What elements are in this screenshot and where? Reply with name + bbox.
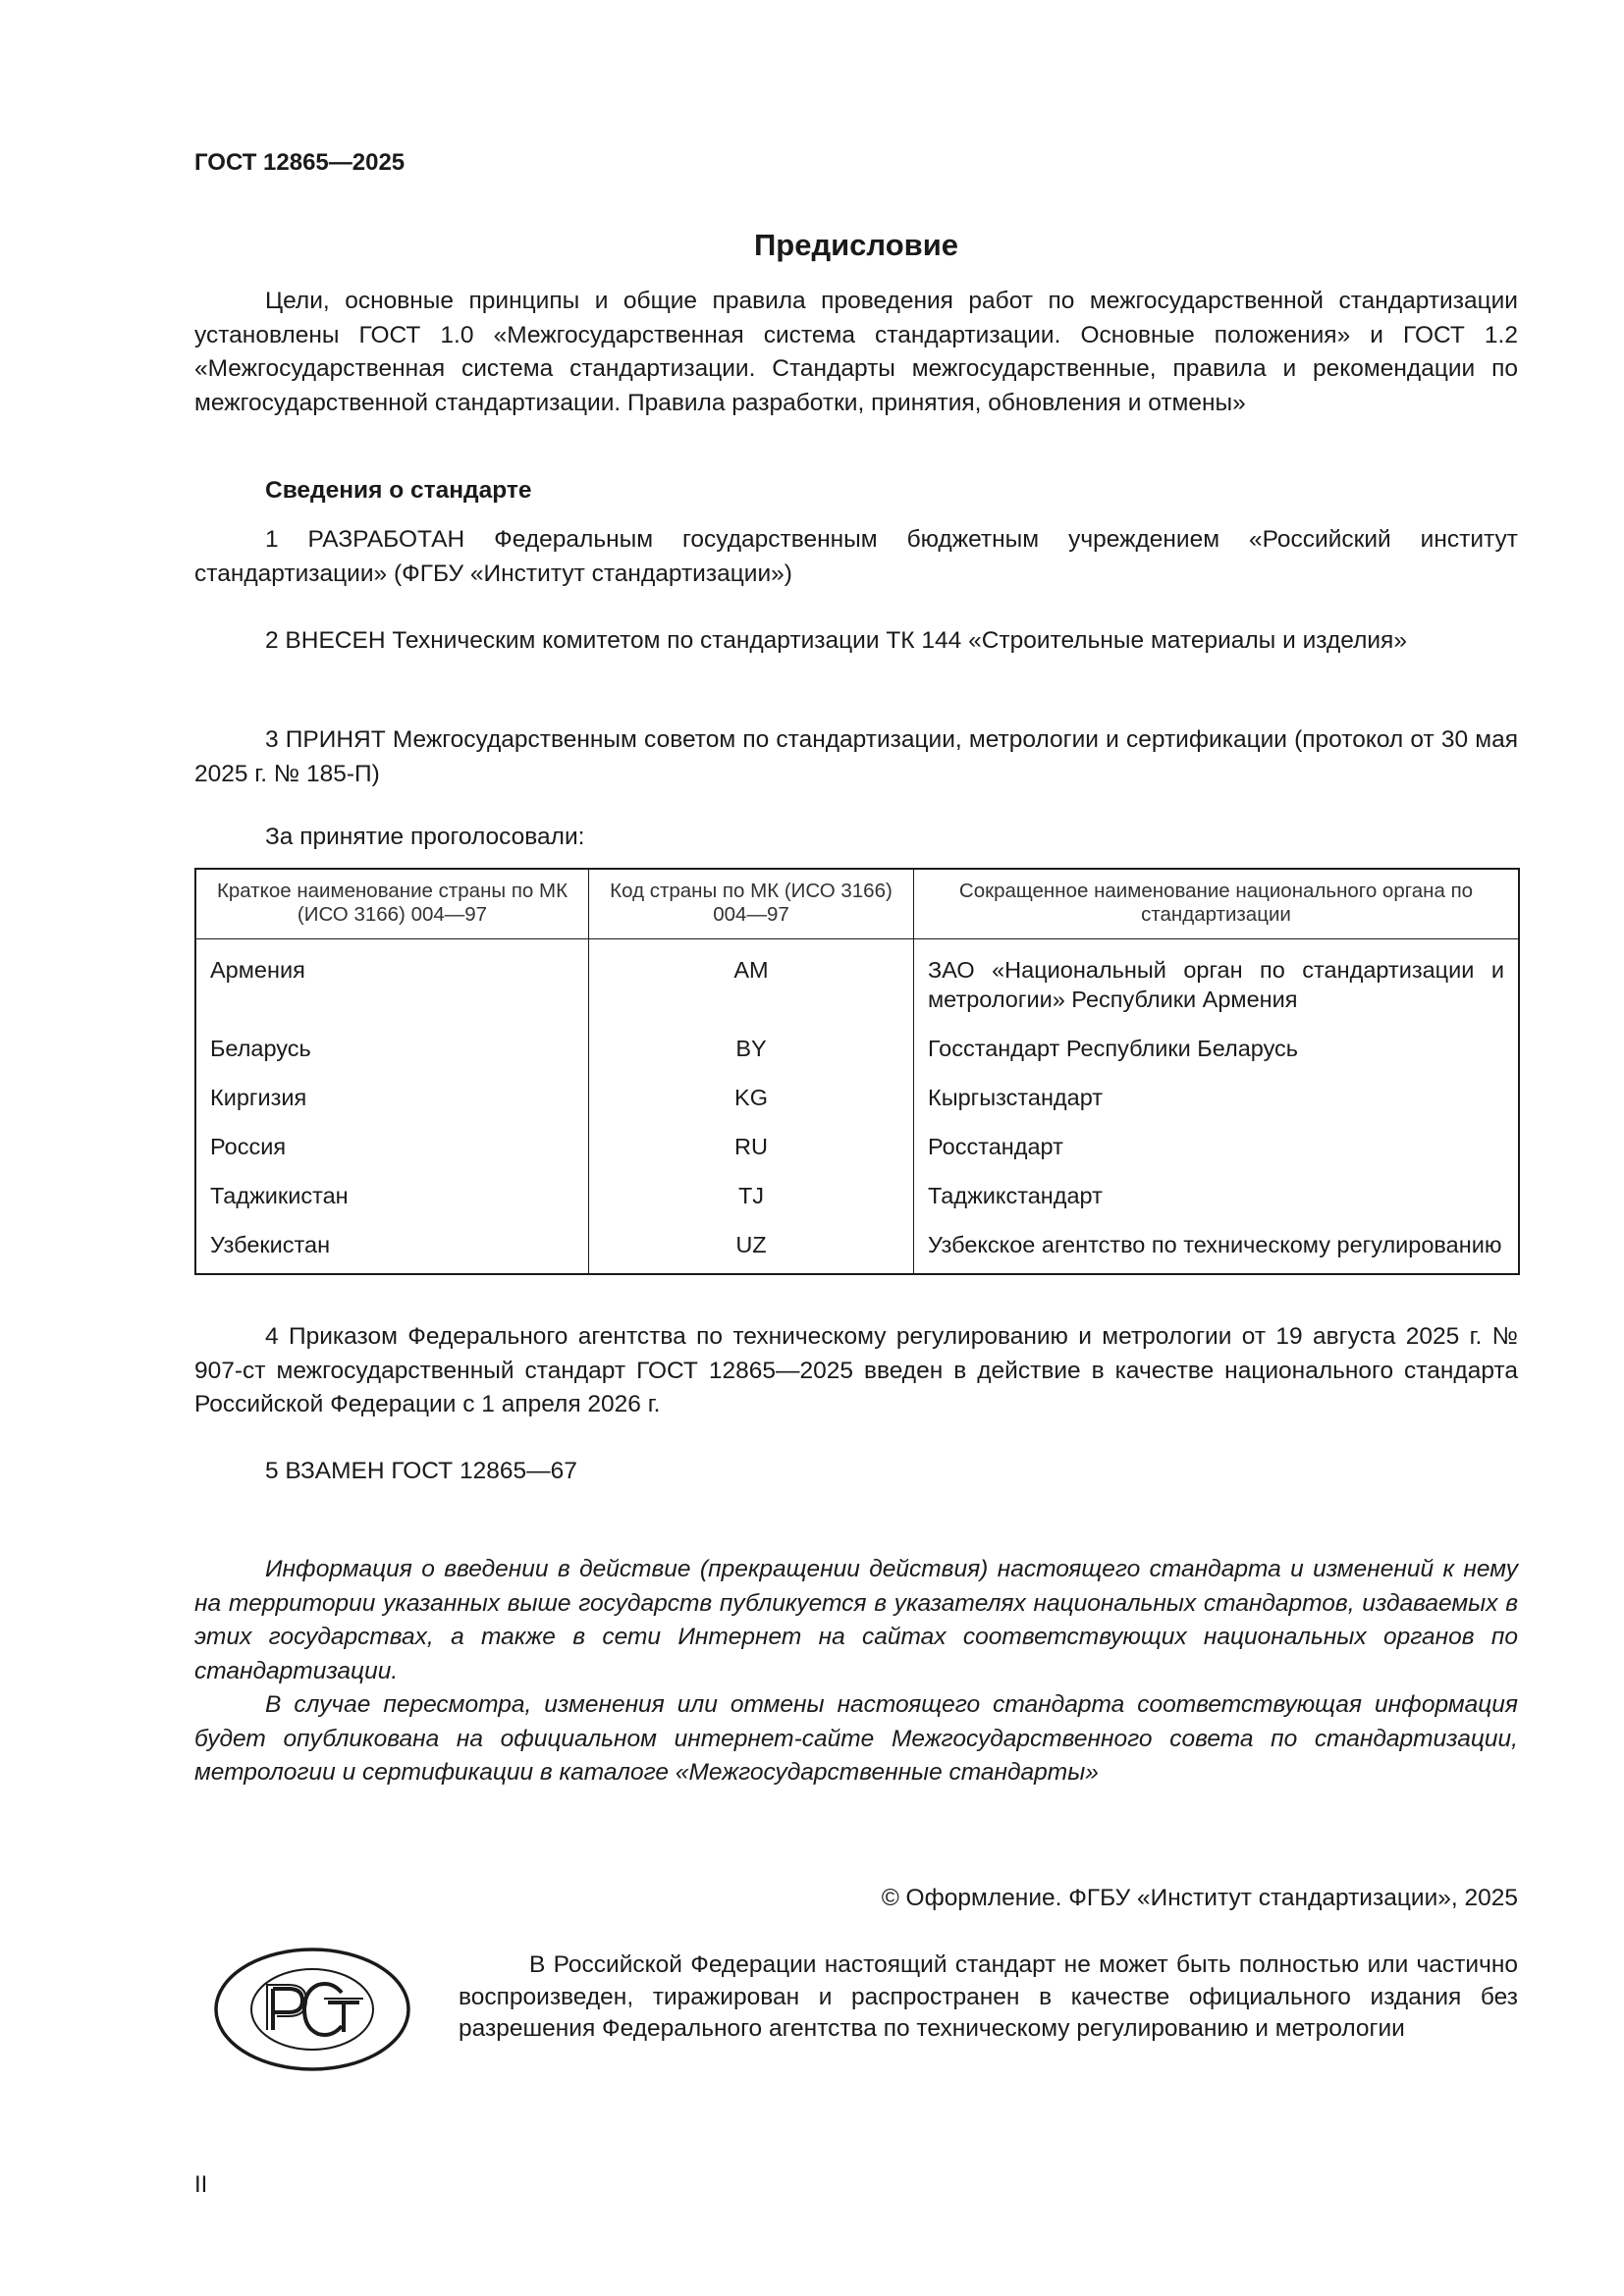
table-row — [195, 1174, 1519, 1223]
national-body: ЗАО «Национальный орган по стандартизации и метрологии» Республики Армения — [914, 939, 1520, 1028]
item-order: 4 Приказом Федерального агентства по техническому регулированию и метрологии от 19 августа 2025 г. № 907-ст межгосударственный стандарт ГОСТ 12865—2025 введен в действие в качестве национального стандарта Российской Федерации с 1 апреля 2026 г. — [194, 1323, 1518, 1417]
country-name: Таджикистан — [195, 1174, 589, 1223]
item-replaces: 5 ВЗАМЕН ГОСТ 12865—67 — [265, 1458, 577, 1484]
voting-countries-table — [194, 868, 1520, 1275]
item-developed: 1 РАЗРАБОТАН Федеральным государственным бюджетным учреждением «Российский институт стандартизации» (ФГБУ «Институт стандартизации») — [194, 526, 1518, 587]
national-body: Росстандарт — [914, 1125, 1520, 1174]
header-country-code: Код страны по МК (ИСО 3166) 004—97 — [589, 869, 914, 939]
copyright: © Оформление. ФГБУ «Институт стандартизации», 2025 — [881, 1885, 1518, 1911]
national-body: Госстандарт Республики Беларусь — [914, 1027, 1520, 1076]
legal-notice: В Российской Федерации настоящий стандарт не может быть полностью или частично воспроизведен, тиражирован и распространен в качестве официального издания без разрешения Федерального агентства по техническому регулированию и метрологии — [459, 1951, 1518, 2042]
standard-info-heading: Сведения о стандарте — [265, 477, 532, 504]
document-code: ГОСТ 12865—2025 — [194, 149, 406, 176]
country-code: KG — [589, 1076, 914, 1125]
national-body: Узбекское агентство по техническому регулированию — [914, 1223, 1520, 1274]
table-header-row — [195, 869, 1519, 939]
country-code: BY — [589, 1027, 914, 1076]
rst-conformity-mark-icon — [212, 1946, 412, 2073]
country-name: Узбекистан — [195, 1223, 589, 1274]
intro-paragraph: Цели, основные принципы и общие правила проведения работ по межгосударственной стандартизации установлены ГОСТ 1.0 «Межгосударственная система стандартизации. Основные положения» и ГОСТ 1.2 «Межгосударственная система стандартизации. Стандарты межгосударственные, правила и рекомендации по межгосударственной стандартизации. Правила разработки, принятия, обновления и отмены» — [194, 288, 1518, 416]
table-row — [195, 1076, 1519, 1125]
country-name: Беларусь — [195, 1027, 589, 1076]
item-introduced: 2 ВНЕСЕН Техническим комитетом по стандартизации ТК 144 «Строительные материалы и изделия» — [265, 627, 1407, 654]
country-code: AM — [589, 939, 914, 1028]
voted-label: За принятие проголосовали: — [265, 824, 585, 850]
page-number: II — [194, 2171, 208, 2198]
header-country-name: Краткое наименование страны по МК (ИСО 3166) 004—97 — [195, 869, 589, 939]
national-body: Кыргызстандарт — [914, 1076, 1520, 1125]
country-name: Армения — [195, 939, 589, 1028]
country-name: Киргизия — [195, 1076, 589, 1125]
country-name: Россия — [195, 1125, 589, 1174]
table-row — [195, 939, 1519, 1028]
info-notice-2: В случае пересмотра, изменения или отмены настоящего стандарта соответствующая информация будет опубликована на официальном интернет-сайте Межгосударственного совета по стандартизации, метрологии и сертификации в каталоге «Межгосударственные стандарты» — [194, 1691, 1518, 1786]
country-code: UZ — [589, 1223, 914, 1274]
table-row — [195, 1125, 1519, 1174]
page-title: Предисловие — [753, 228, 958, 262]
country-code: TJ — [589, 1174, 914, 1223]
header-national-body: Сокращенное наименование национального органа по стандартизации — [914, 869, 1520, 939]
national-body: Таджикстандарт — [914, 1174, 1520, 1223]
info-notice-1: Информация о введении в действие (прекращении действия) настоящего стандарта и изменений к нему на территории указанных выше государств публикуется в указателях национальных стандартов, издаваемых в этих государствах, а также в сети Интернет на сайтах соответствующих национальных органов по стандартизации. — [194, 1556, 1518, 1684]
table-row — [195, 1223, 1519, 1274]
item-adopted: 3 ПРИНЯТ Межгосударственным советом по стандартизации, метрологии и сертификации (протокол от 30 мая 2025 г. № 185-П) — [194, 726, 1518, 787]
country-code: RU — [589, 1125, 914, 1174]
table-row — [195, 1027, 1519, 1076]
